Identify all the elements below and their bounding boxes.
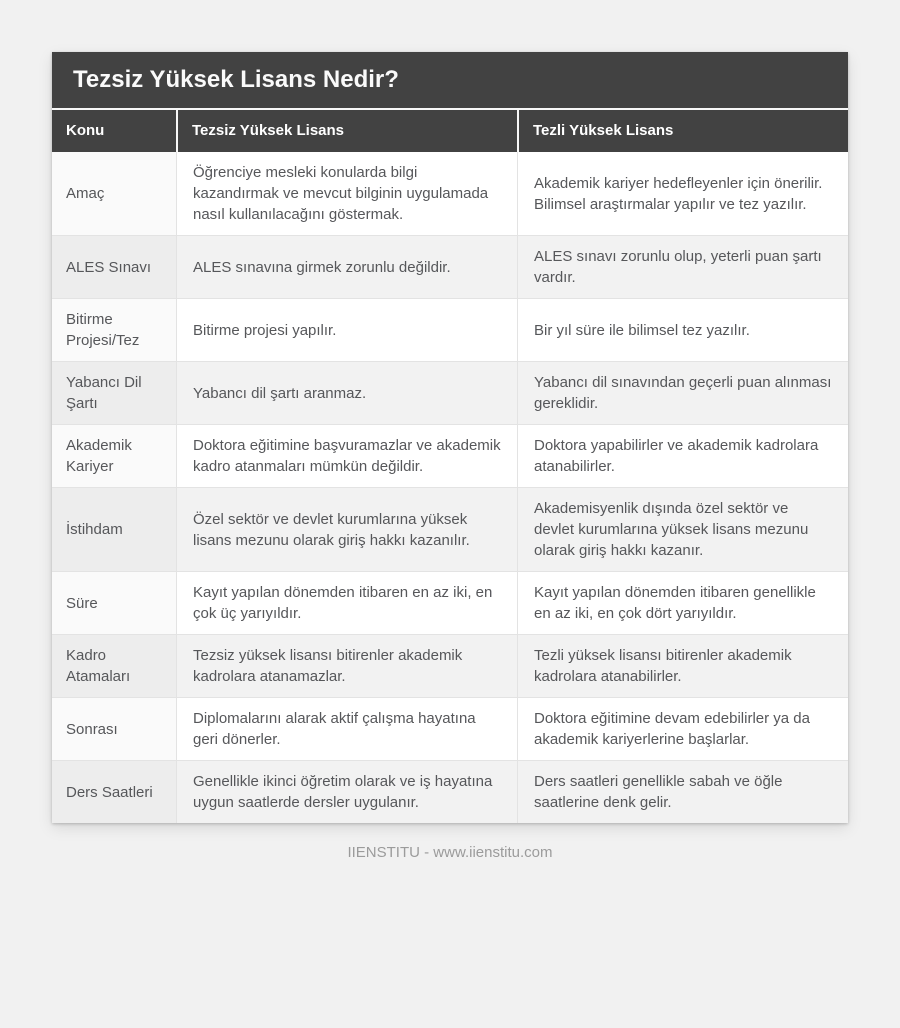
row-topic-label: Ders Saatleri — [52, 760, 176, 823]
column-header-konu: Konu — [52, 110, 176, 152]
table-body — [52, 152, 848, 823]
row-topic-label: Sonrası — [52, 697, 176, 760]
tezsiz-value-cell: Doktora eğitimine başvuramazlar ve akademik kadro atanmaları mümkün değildir. — [176, 424, 517, 487]
tezli-value-cell: Kayıt yapılan dönemden itibaren genellikle en az iki, en çok dört yarıyıldır. — [517, 571, 848, 634]
footer-credit: IIENSTITU - www.iienstitu.com — [347, 844, 553, 861]
table-row — [52, 634, 848, 697]
tezsiz-value-cell: Yabancı dil şartı aranmaz. — [176, 361, 517, 424]
row-topic-label: Yabancı Dil Şartı — [52, 361, 176, 424]
table-row — [52, 697, 848, 760]
tezli-value-cell: Doktora eğitimine devam edebilirler ya da akademik kariyerlerine başlarlar. — [517, 697, 848, 760]
tezsiz-value-cell: Kayıt yapılan dönemden itibaren en az iki, en çok üç yarıyıldır. — [176, 571, 517, 634]
tezli-value-cell: Ders saatleri genellikle sabah ve öğle saatlerine denk gelir. — [517, 760, 848, 823]
tezli-value-cell: Bir yıl süre ile bilimsel tez yazılır. — [517, 298, 848, 361]
table-row — [52, 487, 848, 571]
tezli-value-cell: Yabancı dil sınavından geçerli puan alınması gereklidir. — [517, 361, 848, 424]
table-row — [52, 571, 848, 634]
tezsiz-value-cell: ALES sınavına girmek zorunlu değildir. — [176, 235, 517, 298]
tezli-value-cell: Doktora yapabilirler ve akademik kadrolara atanabilirler. — [517, 424, 848, 487]
tezsiz-value-cell: Genellikle ikinci öğretim olarak ve iş hayatına uygun saatlerde dersler uygulanır. — [176, 760, 517, 823]
comparison-card — [52, 52, 848, 823]
tezli-value-cell: Akademisyenlik dışında özel sektör ve devlet kurumlarına yüksek lisans mezunu olarak giriş hakkı kazanır. — [517, 487, 848, 571]
tezli-value-cell: Tezli yüksek lisansı bitirenler akademik kadrolara atanabilirler. — [517, 634, 848, 697]
row-topic-label: Süre — [52, 571, 176, 634]
row-topic-label: Amaç — [66, 185, 105, 202]
tezli-value-cell: ALES sınavı zorunlu olup, yeterli puan şartı vardır. — [517, 235, 848, 298]
page-title: Tezsiz Yüksek Lisans Nedir? — [52, 52, 848, 110]
tezsiz-value-cell: Tezsiz yüksek lisansı bitirenler akademik kadrolara atanamazlar. — [176, 634, 517, 697]
row-topic-label: ALES Sınavı — [52, 235, 176, 298]
row-topic-label: Bitirme Projesi/Tez — [52, 298, 176, 361]
tezli-value-cell: Akademik kariyer hedefleyenler için önerilir. Bilimsel araştırmalar yapılır ve tez yazılır. — [517, 152, 848, 235]
tezsiz-value-cell: Öğrenciye mesleki konularda bilgi kazandırmak ve mevcut bilginin uygulamada nasıl kullanılacağını göstermak. — [176, 152, 517, 235]
table-row — [52, 760, 848, 823]
row-topic-label: İstihdam — [52, 487, 176, 571]
tezsiz-value-cell: Bitirme projesi yapılır. — [176, 298, 517, 361]
table-row — [52, 235, 848, 298]
tezsiz-value-cell: Diplomalarını alarak aktif çalışma hayatına geri dönerler. — [176, 697, 517, 760]
row-topic-label: Kadro Atamaları — [52, 634, 176, 697]
comparison-table — [52, 110, 848, 823]
table-header — [52, 110, 848, 152]
row-topic-label: Akademik Kariyer — [52, 424, 176, 487]
table-row — [52, 152, 848, 235]
tezsiz-value-cell: Özel sektör ve devlet kurumlarına yüksek lisans mezunu olarak giriş hakkı kazanılır. — [176, 487, 517, 571]
table-row — [52, 298, 848, 361]
table-header-row — [52, 110, 848, 152]
table-row — [52, 361, 848, 424]
column-header-tezsiz: Tezsiz Yüksek Lisans — [176, 110, 517, 152]
table-row — [52, 424, 848, 487]
column-header-tezli: Tezli Yüksek Lisans — [517, 110, 848, 152]
